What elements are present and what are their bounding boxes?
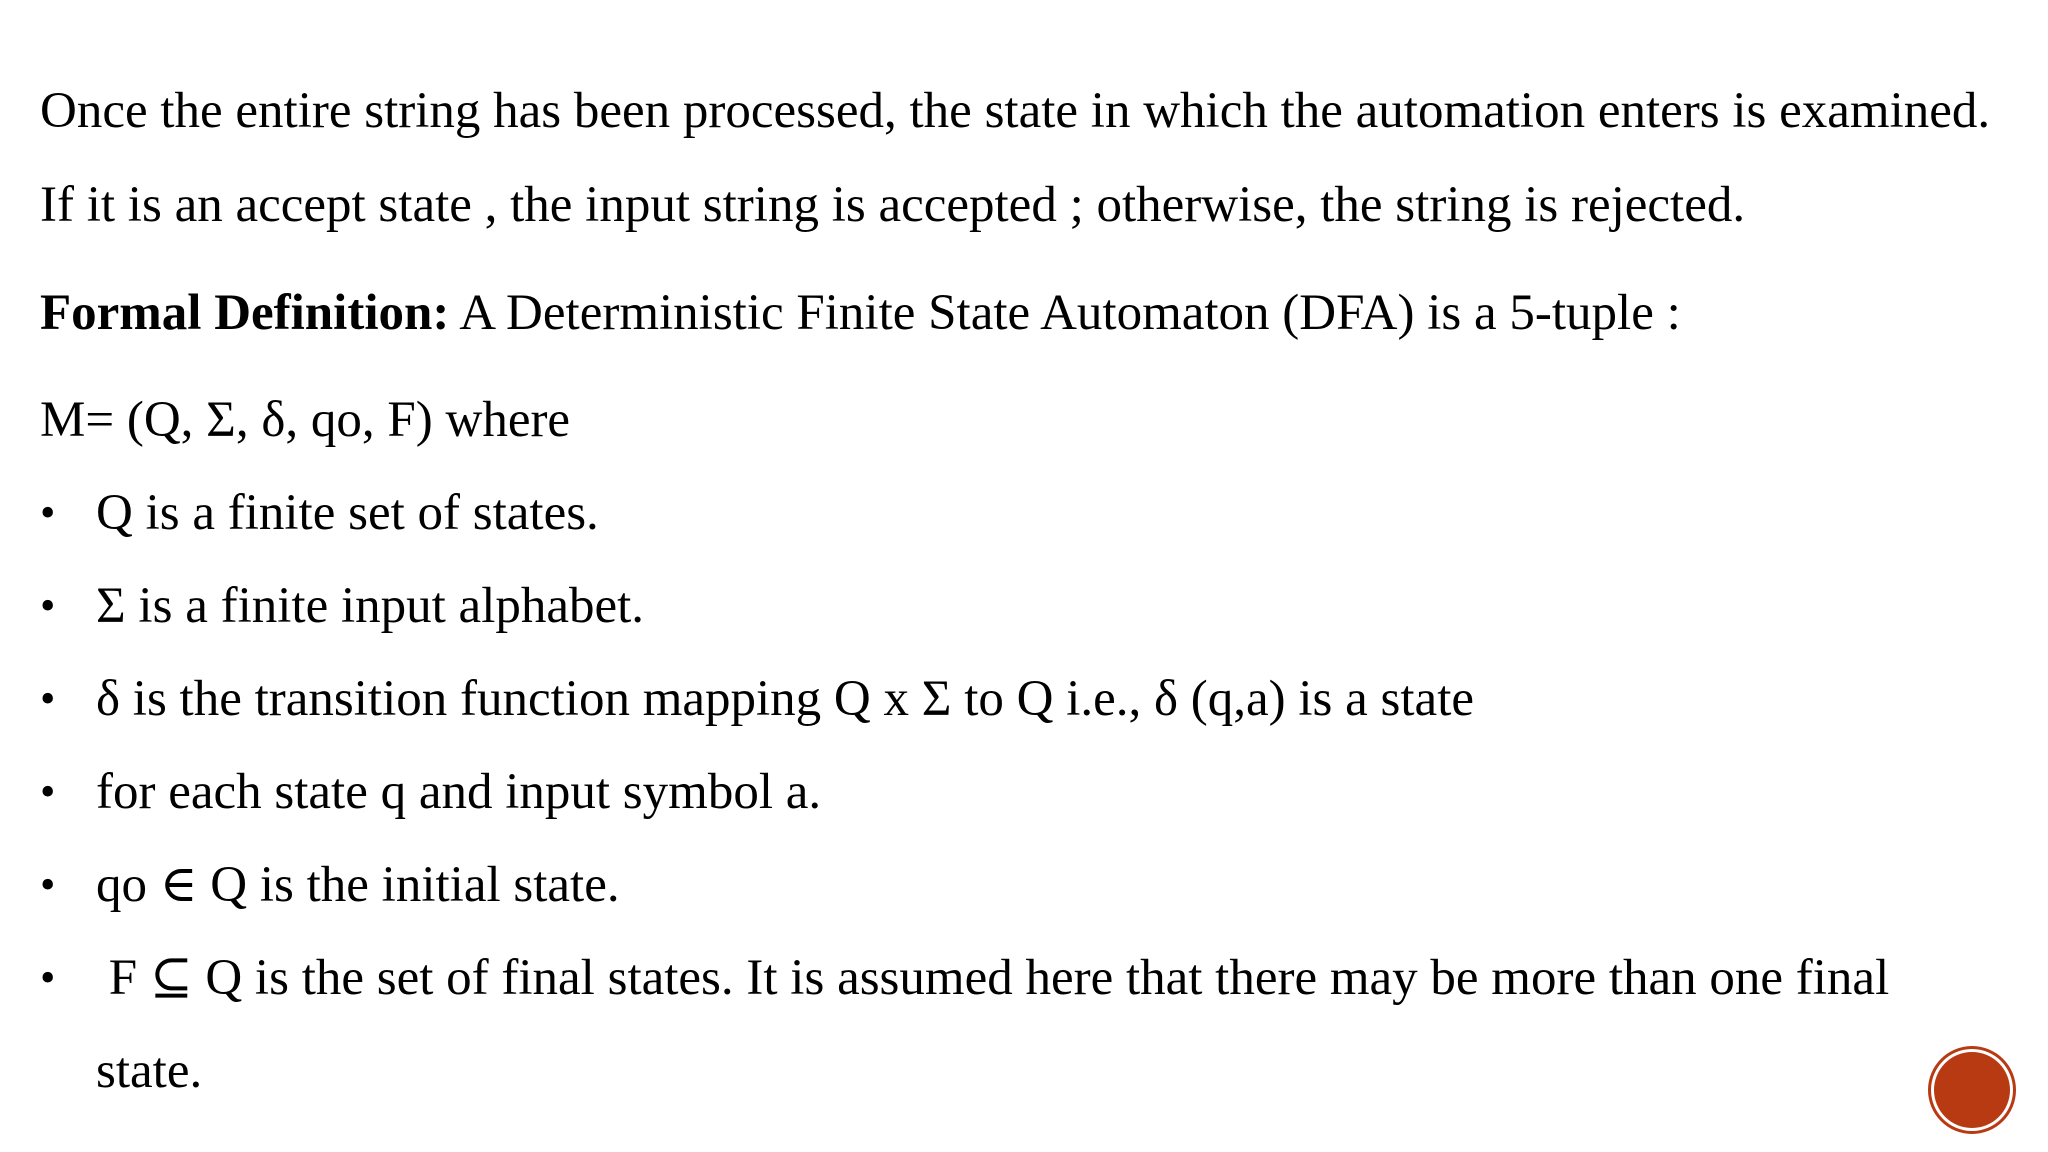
definition-label: Formal Definition: (40, 285, 450, 341)
page-number-badge (1934, 1052, 2010, 1128)
list-item-text: qo ∈ Q is the initial state. (96, 857, 620, 913)
list-item-text: Q is a finite set of states. (96, 485, 599, 541)
bullet-icon: • (40, 953, 56, 1002)
bullet-icon: • (40, 581, 56, 630)
paragraph-accept: If it is an accept state , the input string is accepted ; otherwise, the string is rejected. (40, 177, 1746, 233)
list-item-text: δ is the transition function mapping Q x Σ to Q i.e., δ (q,a) is a state (96, 671, 1474, 727)
list-item-text: for each state q and input symbol a. (96, 764, 822, 820)
bullet-icon: • (40, 767, 56, 816)
definition-text: A Deterministic Finite State Automaton (DFA) is a 5-tuple : (449, 285, 1681, 341)
list-item-text: Σ is a finite input alphabet. (96, 578, 645, 634)
tuple-line: M= (Q, Σ, δ, qo, F) where (40, 392, 571, 448)
list-item-text: F ⊆ Q is the set of final states. It is assumed here that there may be more than one final (96, 950, 1890, 1006)
paragraph-processing: Once the entire string has been processed, the state in which the automation enters is examined. (40, 83, 1991, 139)
bullet-icon: • (40, 488, 56, 537)
bullet-icon: • (40, 860, 56, 909)
bullet-icon: • (40, 674, 56, 723)
list-item-continuation: state. (96, 1043, 203, 1099)
formal-definition (40, 283, 1681, 343)
